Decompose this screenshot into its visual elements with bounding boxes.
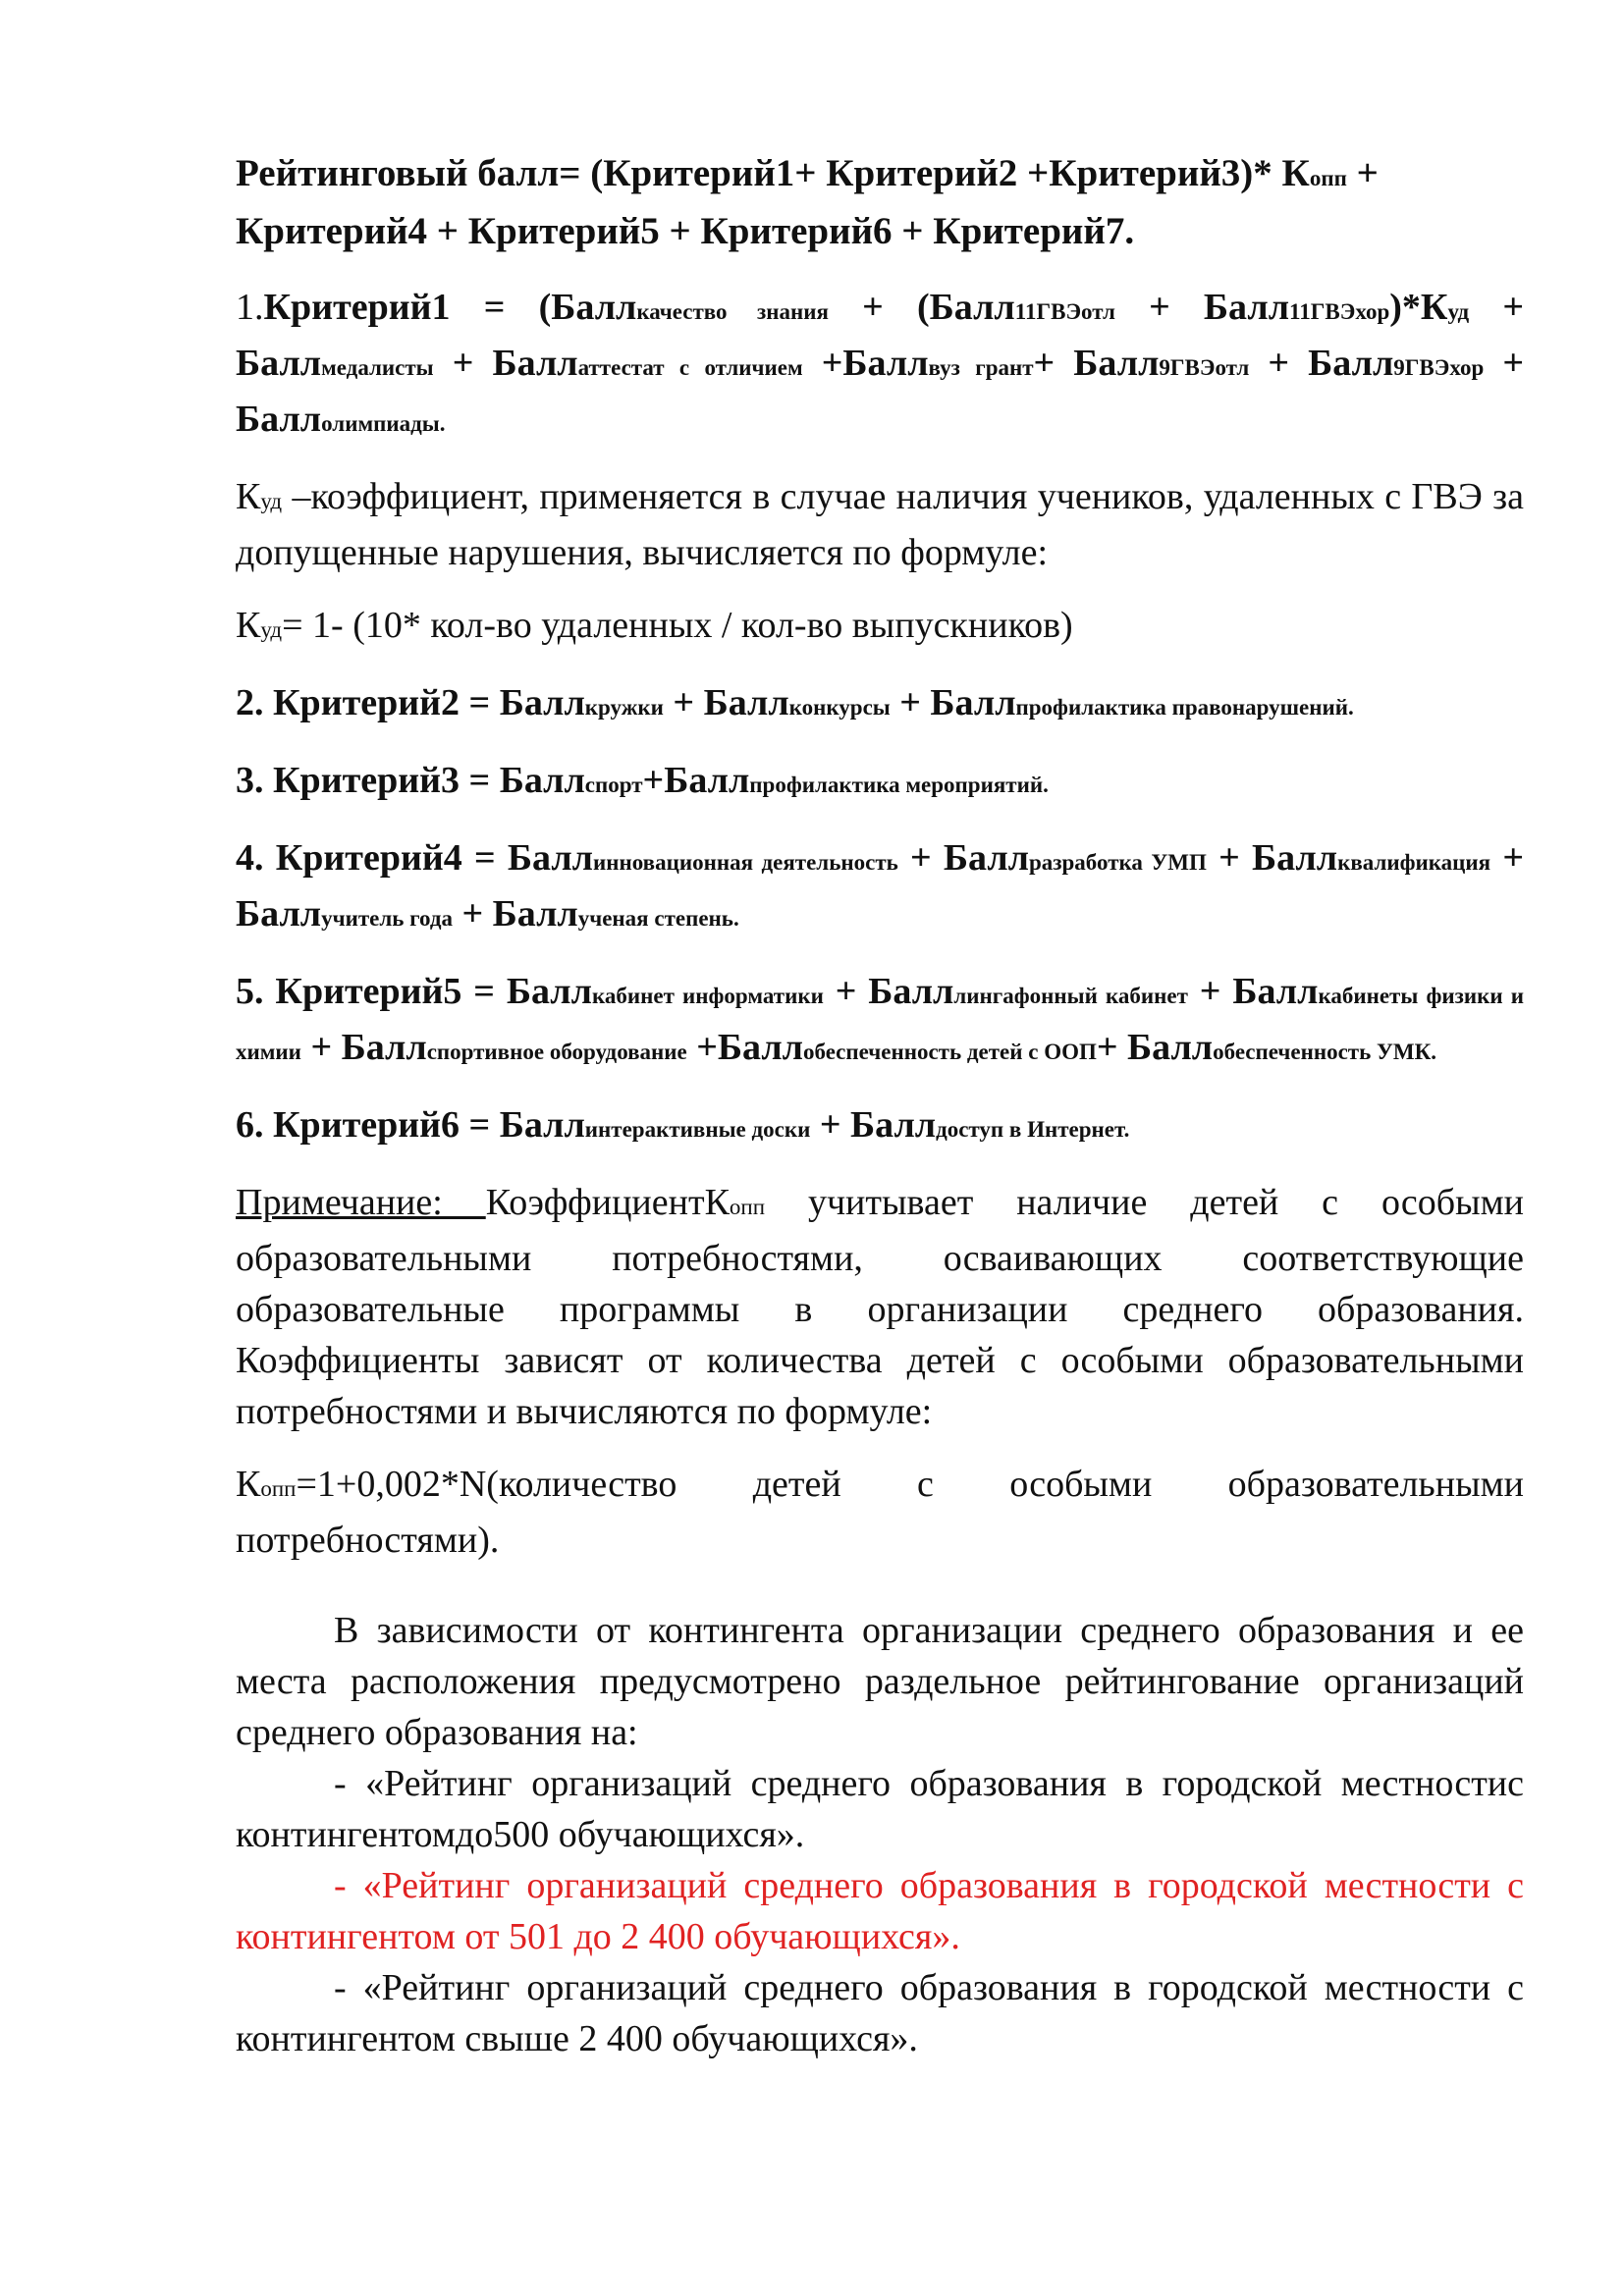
criterion-6 [236,1099,1524,1155]
c4-text: 4. Критерий4 = Балл [236,837,593,879]
c5-text: +Балл [686,1027,803,1068]
c6-text: 6. Критерий6 = Балл [236,1104,585,1146]
criterion-2 [236,677,1524,733]
criterion-4 [236,832,1524,944]
c5-text: 5. Критерий5 = Балл [236,971,592,1012]
c5-sub: лингафонный кабинет [953,984,1188,1008]
c4-sub: инновационная деятельность [592,850,898,875]
kopp-k: К [236,1464,261,1505]
c1-sub: 11ГВЭхор [1289,299,1390,324]
kud-formula-k: К [236,605,261,646]
c3-text: +Балл [642,760,750,801]
kopp-sub: опп [260,1476,297,1501]
c1-sub: вуз грант [928,355,1034,380]
c2-sub: кружки [584,695,664,720]
formula-line1: Рейтинговый балл= (Критерий1+ Критерий2 +Критерий3)* К [236,152,1310,194]
c1-text: Критерий1 = (Балл [263,287,637,328]
c5-sub: обеспеченность УМК. [1213,1040,1437,1064]
kud-sub: уд [260,489,283,513]
kopp-text: =1+0,002*N(количество детей с особыми образовательными потребностями). [236,1464,1524,1561]
formula-plus: + [1346,152,1379,194]
ranking-item-1: - «Рейтинг организаций среднего образования в городской местностис контингентомдо500 обучающихся». [236,1763,1524,1855]
c3-sub: спорт [584,773,643,797]
c4-text: + Балл [236,837,1525,934]
rating-formula [236,147,1524,258]
kud-description [236,471,1524,578]
c5-text: + Балл [1096,1027,1214,1068]
criterion-5 [236,966,1524,1078]
c1-text: + Балл [1033,343,1160,384]
c1-sub: олимпиады. [321,411,446,436]
c1-sub: медалисты [321,355,434,380]
document-page [236,147,1524,2064]
c1-text: + Балл [1114,287,1290,328]
note-sub: опп [729,1195,766,1219]
c1-text: +Балл [802,343,929,384]
kud-formula-sub: уд [260,617,283,642]
c6-sub: интерактивные доски [584,1117,811,1142]
c5-text: + Балл [823,971,954,1012]
c6-sub: доступ в Интернет. [936,1117,1130,1142]
c2-sub: конкурсы [788,695,891,720]
c2-text: + Балл [663,682,789,723]
c1-text: + Балл [236,287,1525,384]
c5-text: + Балл [1187,971,1319,1012]
kud-formula-text: = 1- (10* кол-во удаленных / кол-во выпускников) [282,605,1073,646]
kud-text: –коэффициент, применяется в случае наличия учеников, удаленных с ГВЭ за допущенные нарушения, вычисляется по формуле: [236,476,1524,573]
c3-sub: профилактика мероприятий. [749,773,1049,797]
c1-text: + Балл [433,343,578,384]
c4-text: + Балл [897,837,1029,879]
kopp-formula [236,1459,1524,1566]
c4-sub: разработка УМП [1028,850,1207,875]
c5-sub: кабинет информатики [591,984,824,1008]
kud-k: К [236,476,261,517]
c1-text: )*К [1389,287,1448,328]
criterion-3 [236,755,1524,811]
c5-sub: обеспеченность детей с ООП [803,1040,1097,1064]
c1-text: + Балл [236,343,1525,440]
c1-sub: 9ГВЭотл [1159,355,1250,380]
c4-sub: учитель года [321,906,453,931]
c5-text: + Балл [300,1027,427,1068]
c4-sub: квалификация [1337,850,1491,875]
criterion-1-number: 1. [236,287,264,328]
c4-text: + Балл [1206,837,1338,879]
kud-formula [236,600,1524,656]
c5-sub: кабинеты физики и химии [236,984,1524,1064]
c1-text: + Балл [1249,343,1394,384]
c3-text: 3. Критерий3 = Балл [236,760,585,801]
c2-sub: профилактика правонарушений. [1015,695,1354,720]
note-text: КоэффициентК [485,1182,730,1223]
formula-subscript: опп [1309,166,1347,190]
c4-text: + Балл [453,893,578,934]
c1-sub: аттестат с отличием [577,355,803,380]
c2-text: + Балл [890,682,1016,723]
note-text: учитывает наличие детей с особыми образовательными потребностями, осваивающих соответствующие образовательные программы в организации среднего образования. Коэффициенты зависят от количества детей с особыми образовательными потребностями и вычисляются по формуле: [236,1182,1525,1432]
c5-sub: спортивное оборудование [426,1040,687,1064]
c2-text: 2. Критерий2 = Балл [236,682,585,723]
note-paragraph [236,1177,1524,1437]
note-label: Примечание: [236,1182,486,1223]
ranking-item-2: - «Рейтинг организаций среднего образования в городской местности с контингентом от 501 до 2 400 обучающихся». [236,1865,1524,1957]
ranking-item-3: - «Рейтинг организаций среднего образования в городской местности с контингентом свыше 2 400 обучающихся». [236,1967,1524,2059]
c1-sub: 11ГВЭотл [1014,299,1115,324]
c4-sub: ученая степень. [577,906,739,931]
ranking-intro: В зависимости от контингента организации среднего образования и ее места расположения предусмотрено раздельное рейтингование организаций среднего образования на: [236,1610,1524,1753]
criterion-1 [236,282,1524,450]
c1-text: + (Балл [828,287,1015,328]
formula-line2: Критерий4 + Критерий5 + Критерий6 + Критерий7. [236,210,1135,252]
c1-sub: качество знания [636,299,829,324]
c1-sub: 9ГВЭхор [1393,355,1485,380]
c1-sub: уд [1447,299,1470,324]
c6-text: + Балл [810,1104,937,1146]
